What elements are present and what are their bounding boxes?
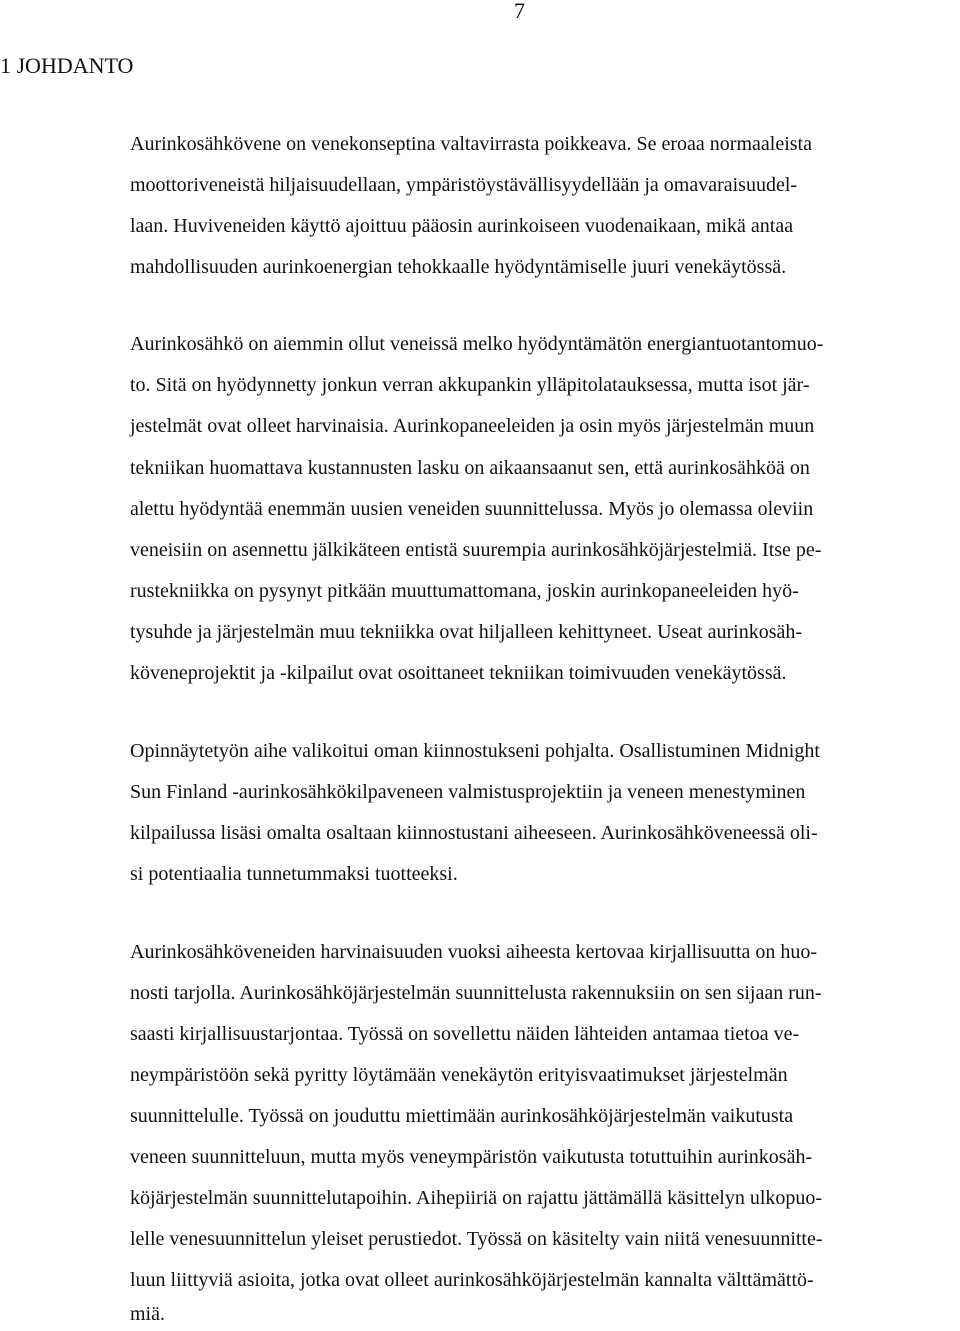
text-line: mahdollisuuden aurinkoenergian tehokkaalle hyödyntämiselle juuri venekäytössä. — [130, 256, 787, 278]
text-line: Opinnäytetyön aihe valikoitui oman kiinnostukseni pohjalta. Osallistuminen Midnight — [130, 740, 820, 762]
text-line: nosti tarjolla. Aurinkosähköjärjestelmän suunnittelusta rakennuksiin on sen sijaan run- — [130, 982, 822, 1004]
text-line: veneisiin on asennettu jälkikäteen entistä suurempia aurinkosähköjärjestelmiä. Itse pe- — [130, 539, 822, 561]
text-line: luun liittyviä asioita, jotka ovat olleet aurinkosähköjärjestelmän kannalta välttämättö- — [130, 1269, 814, 1291]
text-line: tysuhde ja järjestelmän muu tekniikka ovat hiljalleen kehittyneet. Useat aurinkosäh- — [130, 621, 803, 643]
text-line: neympäristöön sekä pyritty löytämään venekäytön erityisvaatimukset järjestelmän — [130, 1064, 788, 1086]
text-line: köveneprojektit ja -kilpailut ovat osoittaneet tekniikan toimivuuden venekäytössä. — [130, 662, 787, 684]
text-line: saasti kirjallisuustarjontaa. Työssä on sovellettu näiden lähteiden antamaa tietoa ve- — [130, 1023, 800, 1045]
text-line: Sun Finland -aurinkosähkökilpaveneen valmistusprojektiin ja veneen menestyminen — [130, 781, 806, 803]
text-line: jestelmät ovat olleet harvinaisia. Aurinkopaneeleiden ja osin myös järjestelmän muun — [130, 415, 815, 437]
text-line: lelle venesuunnittelun yleiset perustiedot. Työssä on käsitelty vain niitä venesuunnitte- — [130, 1228, 823, 1250]
text-line: to. Sitä on hyödynnetty jonkun verran akkupankin ylläpitolatauksessa, mutta isot jär- — [130, 374, 810, 396]
text-line: veneen suunnitteluun, mutta myös veneympäristön vaikutusta totuttuihin aurinkosäh- — [130, 1146, 813, 1168]
text-line: Aurinkosähkövene on venekonseptina valtavirrasta poikkeava. Se eroaa normaaleista — [130, 133, 812, 155]
text-line: tekniikan huomattava kustannusten lasku on aikaansaanut sen, että aurinkosähköä on — [130, 457, 810, 479]
text-line: rustekniikka on pysynyt pitkään muuttumattomana, joskin aurinkopaneeleiden hyö- — [130, 580, 799, 602]
text-line: laan. Huviveneiden käyttö ajoittuu pääosin aurinkoiseen vuodenaikaan, mikä antaa — [130, 215, 794, 237]
page-number: 7 — [514, 0, 525, 23]
text-line: alettu hyödyntää enemmän uusien veneiden suunnittelussa. Myös jo olemassa oleviin — [130, 498, 814, 520]
text-line: si potentiaalia tunnetummaksi tuotteeksi. — [130, 863, 458, 885]
text-line: miä. — [130, 1303, 165, 1325]
text-line: Aurinkosähköveneiden harvinaisuuden vuoksi aiheesta kertovaa kirjallisuutta on huo- — [130, 941, 818, 963]
text-line: köjärjestelmän suunnittelutapoihin. Aihepiiriä on rajattu jättämällä käsittelyn ulkopuo- — [130, 1187, 823, 1209]
text-line: Aurinkosähkö on aiemmin ollut veneissä melko hyödyntämätön energiantuotantomuo- — [130, 333, 824, 355]
chapter-heading: 1 JOHDANTO — [0, 53, 134, 78]
text-line: suunnittelulle. Työssä on jouduttu miettimään aurinkosähköjärjestelmän vaikutusta — [130, 1105, 794, 1127]
text-line: kilpailussa lisäsi omalta osaltaan kiinnostustani aiheeseen. Aurinkosähköveneessä oli- — [130, 822, 818, 844]
text-line: moottoriveneistä hiljaisuudellaan, ympäristöystävällisyydellään ja omavaraisuudel- — [130, 174, 798, 196]
